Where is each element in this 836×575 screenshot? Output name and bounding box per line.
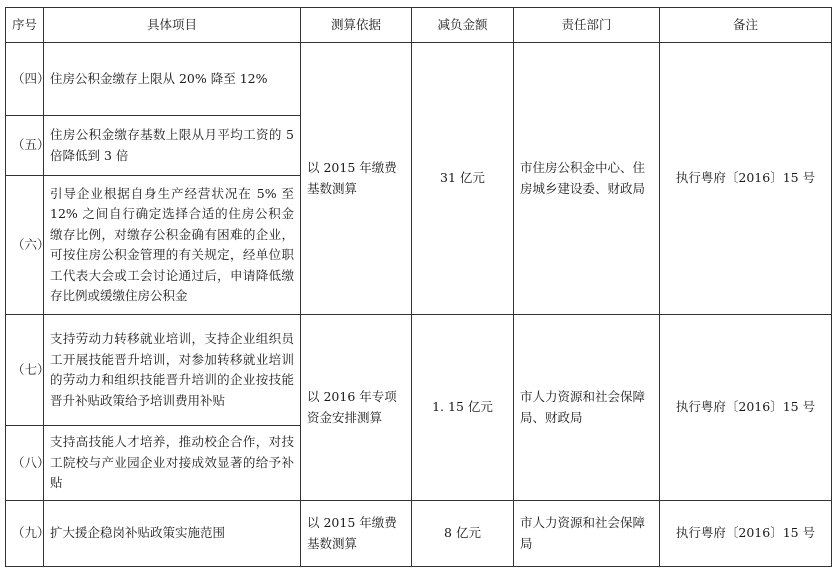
header-seq: 序号 xyxy=(6,8,44,43)
group-amount: 31 亿元 xyxy=(412,43,514,315)
header-row xyxy=(6,8,832,43)
row-item: 支持劳动力转移就业培训，支持企业组织员工开展技能晋升培训，对参加转移就业培训的劳动力和组织技能晋升培训的企业按技能晋升补贴政策给予培训费用补贴 xyxy=(44,315,301,426)
table-row xyxy=(6,501,832,567)
row-item: 住房公积金缴存基数上限从月平均工资的 5 倍降低到 3 倍 xyxy=(44,116,301,176)
group-dept: 市人力资源和社会保障局 xyxy=(514,501,660,567)
header-amount: 减负金额 xyxy=(412,8,514,43)
group-amount: 1. 15 亿元 xyxy=(412,315,514,501)
row-seq: （九） xyxy=(6,501,44,567)
row-seq: （六） xyxy=(6,176,44,315)
row-item: 住房公积金缴存上限从 20% 降至 12% xyxy=(44,43,301,116)
row-seq: （七） xyxy=(6,315,44,426)
group-dept: 市住房公积金中心、住房城乡建设委、财政局 xyxy=(514,43,660,315)
group-basis: 以 2016 年专项资金安排测算 xyxy=(301,315,412,501)
group-note: 执行粤府〔2016〕15 号 xyxy=(660,315,832,501)
group-note: 执行粤府〔2016〕15 号 xyxy=(660,43,832,315)
row-item: 引导企业根据自身生产经营状况在 5% 至 12% 之间自行确定选择合适的住房公积金缴存比例，对缴存公积金确有困难的企业，可按住房公积金管理的有关规定，经单位职工代表大会或工会讨论通过后，申请降低缴存比例或缓缴住房公积金 xyxy=(44,176,301,315)
header-dept: 责任部门 xyxy=(514,8,660,43)
group-amount: 8 亿元 xyxy=(412,501,514,567)
table-row xyxy=(6,43,832,116)
header-note: 备注 xyxy=(660,8,832,43)
table-row xyxy=(6,315,832,426)
group-basis: 以 2015 年缴费基数测算 xyxy=(301,43,412,315)
group-note: 执行粤府〔2016〕15 号 xyxy=(660,501,832,567)
row-item: 扩大援企稳岗补贴政策实施范围 xyxy=(44,501,301,567)
group-basis: 以 2015 年缴费基数测算 xyxy=(301,501,412,567)
header-basis: 测算依据 xyxy=(301,8,412,43)
row-seq: （五） xyxy=(6,116,44,176)
row-seq: （四） xyxy=(6,43,44,116)
row-item: 支持高技能人才培养，推动校企合作，对技工院校与产业园企业对接成效显著的给予补贴 xyxy=(44,426,301,501)
policy-table xyxy=(5,7,832,567)
group-dept: 市人力资源和社会保障局、财政局 xyxy=(514,315,660,501)
row-seq: （八） xyxy=(6,426,44,501)
header-item: 具体项目 xyxy=(44,8,301,43)
